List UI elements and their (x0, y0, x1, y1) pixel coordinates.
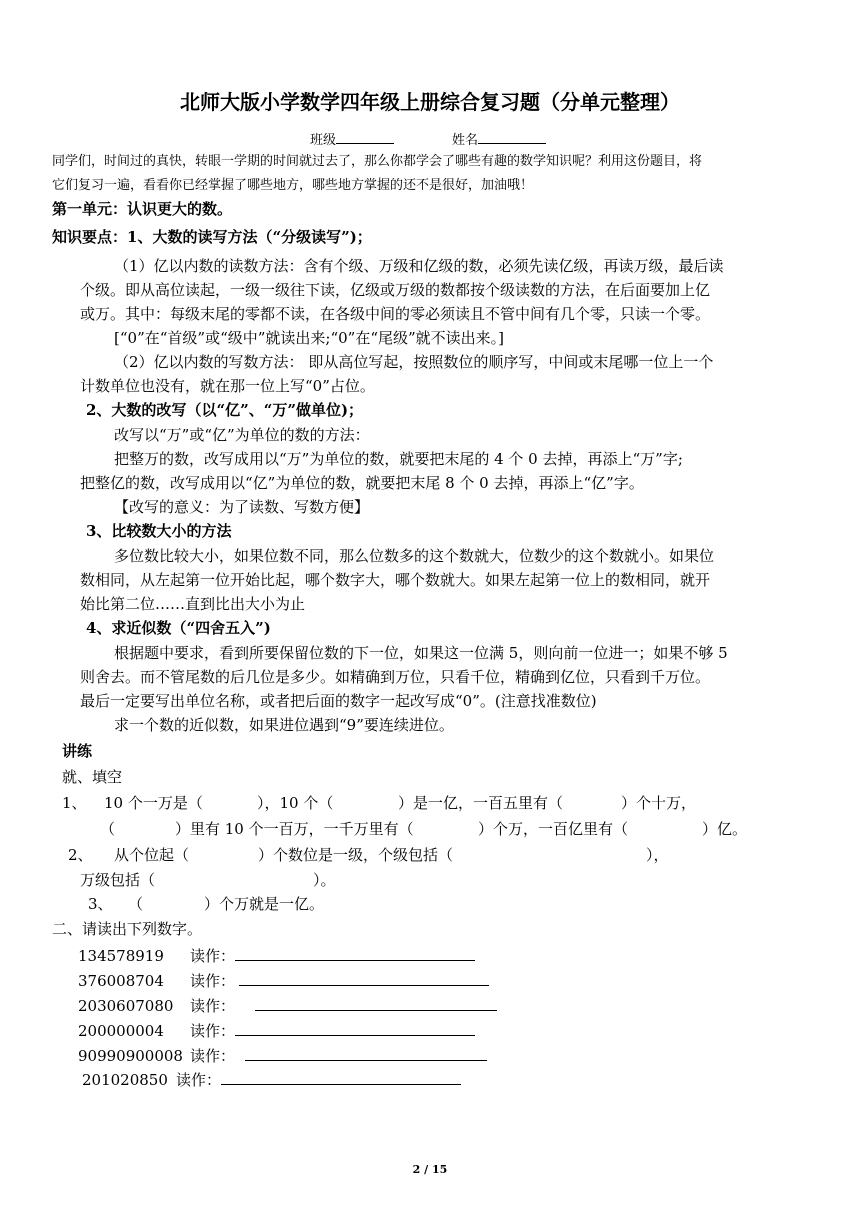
fill-blank-heading: 就、填空 (62, 768, 123, 786)
read-number: 90990900008 (78, 1047, 183, 1065)
read-number: 201020850 (82, 1071, 168, 1089)
q2-text-e: ）。 (313, 871, 336, 889)
read-answer-line (190, 971, 489, 991)
class-field (310, 131, 394, 151)
kp3-line3: 始比第二位……直到比出大小为止 (80, 595, 306, 613)
kp1-para2-line2: 计数单位也没有，就在那一位上写“0”占位。 (80, 377, 375, 395)
kp2-line1: 改写以“万”或“亿”为单位的数的方法： (114, 426, 370, 444)
kp4-line2: 则舍去。而不管尾数的后几位是多少。如精确到万位，只看千位，精确到亿位，只看到千万位。 (80, 668, 711, 686)
read-item (78, 1021, 164, 1041)
answer-blank[interactable] (245, 1060, 487, 1061)
intro-line-1: 同学们，时间过的真快，转眼一学期的时间就过去了，那么你都学会了哪些有趣的数学知识呢？利用这份题目，将 (52, 154, 703, 169)
kp3-heading: 3、比较数大小的方法 (86, 522, 232, 540)
read-label: 读作： (190, 1022, 236, 1040)
q1-text-a: 10 个一万是（ (104, 794, 203, 812)
kp4-line3: 最后一定要写出单位名称，或者把后面的数字一起改写成“0”。(注意找准数位) (80, 692, 597, 710)
q2-text-d: 万级包括（ (80, 871, 156, 889)
read-number: 2030607080 (78, 997, 174, 1015)
read-number: 376008704 (78, 972, 164, 990)
q1-text-g: ）个万，一百亿里有（ (478, 820, 629, 838)
q1-text-e: （ (100, 820, 116, 838)
q3-text-a: （ (128, 895, 144, 913)
kp1-para2-line1: （2）亿以内数的写数方法： 即从高位写起，按照数位的顺序写，中间或末尾哪一位上一个 (114, 353, 714, 371)
q3-text-b: ）个万就是一亿。 (204, 895, 325, 913)
class-label: 班级 (310, 133, 337, 148)
read-number: 200000004 (78, 1022, 164, 1040)
read-item (78, 971, 164, 991)
kp1-para1-line3: 或万。其中：每级末尾的零都不读，在各级中间的零必须读且不管中间有几个零，只读一个零。 (80, 305, 711, 323)
read-item (78, 996, 173, 1016)
read-answer-line (190, 1021, 475, 1041)
kp3-line2: 数相同，从左起第一位开始比起，哪个数字大，哪个数就大。如果左起第一位上的数相同，就开 (80, 571, 711, 589)
knowledge-heading: 知识要点：1、大数的读写方法（“分级读写”)； (52, 228, 372, 246)
q1-text-f: ）里有 10 个一百万，一千万里有（ (175, 820, 414, 838)
kp2-heading: 2、大数的改写（以“亿”、“万”做单位)； (86, 401, 364, 419)
q2-text-c: ）， (646, 846, 669, 864)
answer-blank[interactable] (239, 985, 489, 986)
practice-heading: 讲练 (62, 742, 93, 760)
q2-text-b: ）个数位是一级，个级包括（ (258, 846, 454, 864)
read-answer-line (176, 1070, 461, 1090)
kp4-line1: 根据题中要求，看到所要保留位数的下一位，如果这一位满 5，则向前一位进一；如果不够 5 (114, 644, 728, 662)
kp4-heading: 4、求近似数（“四舍五入”) (86, 619, 271, 637)
q1-text-b: ），10 个（ (257, 794, 334, 812)
q2-text-a: 从个位起（ (114, 846, 190, 864)
read-label: 读作： (176, 1071, 222, 1089)
read-label: 读作： (190, 997, 236, 1015)
kp4-line4: 求一个数的近似数，如果进位遇到“9”要连续进位。 (114, 716, 454, 734)
q1-text-c: ）是一亿，一百五里有（ (398, 794, 564, 812)
q1-text-d: ）个十万， (621, 794, 697, 812)
page-number: 2 / 15 (412, 1163, 448, 1176)
page-title: 北师大版小学数学四年级上册综合复习题（分单元整理） (180, 90, 680, 114)
read-item (78, 1046, 183, 1066)
read-answer-line (190, 1046, 487, 1066)
read-item (78, 946, 164, 966)
answer-blank[interactable] (235, 1035, 475, 1036)
kp1-para1-line2: 个级。即从高位读起，一级一级往下读，亿级或万级的数都按个级读数的方法，在后面要加上亿 (80, 281, 711, 299)
answer-blank[interactable] (221, 1084, 461, 1085)
read-answer-line (190, 996, 497, 1016)
unit1-heading: 第一单元：认识更大的数。 (52, 200, 233, 218)
name-field (452, 131, 546, 151)
kp1-para1-line1: （1）亿以内数的读数方法：含有个级、万级和亿级的数，必须先读亿级，再读万级，最后读 (114, 257, 724, 275)
read-label: 读作： (190, 947, 236, 965)
intro-line-2: 它们复习一遍，看看你已经掌握了哪些地方，哪些地方掌握的还不是很好，加油哦！ (52, 178, 534, 193)
kp2-line2: 把整万的数，改写成用以“万”为单位的数，就要把末尾的 4 个 0 去掉，再添上“万”字; (114, 450, 683, 468)
kp1-bracket-note: [“0”在“首级”或“级中”就读出来;“0”在“尾级”就不读出来。] (114, 329, 505, 347)
read-number: 134578919 (78, 947, 164, 965)
name-label: 姓名 (452, 133, 479, 148)
q1-number: 1、 (62, 794, 87, 812)
kp2-note: 【改写的意义：为了读数、写数方便】 (114, 498, 370, 516)
read-label: 读作： (190, 972, 236, 990)
answer-blank[interactable] (255, 1010, 497, 1011)
q1-text-h: ）亿。 (702, 820, 748, 838)
answer-blank[interactable] (235, 960, 475, 961)
read-section-heading: 二、请读出下列数字。 (52, 920, 203, 938)
kp2-line3: 把整亿的数，改写成用以“亿”为单位的数，就要把末尾 8 个 0 去掉，再添上“亿”字。 (80, 474, 644, 492)
read-label: 读作： (190, 1047, 236, 1065)
class-blank (336, 143, 394, 144)
kp3-line1: 多位数比较大小，如果位数不同，那么位数多的这个数就大，位数少的这个数就小。如果位 (114, 547, 715, 565)
read-item (82, 1070, 168, 1090)
read-answer-line (190, 946, 475, 966)
q2-number: 2、 (68, 846, 93, 864)
q3-number: 3、 (88, 895, 113, 913)
name-blank (478, 143, 546, 144)
